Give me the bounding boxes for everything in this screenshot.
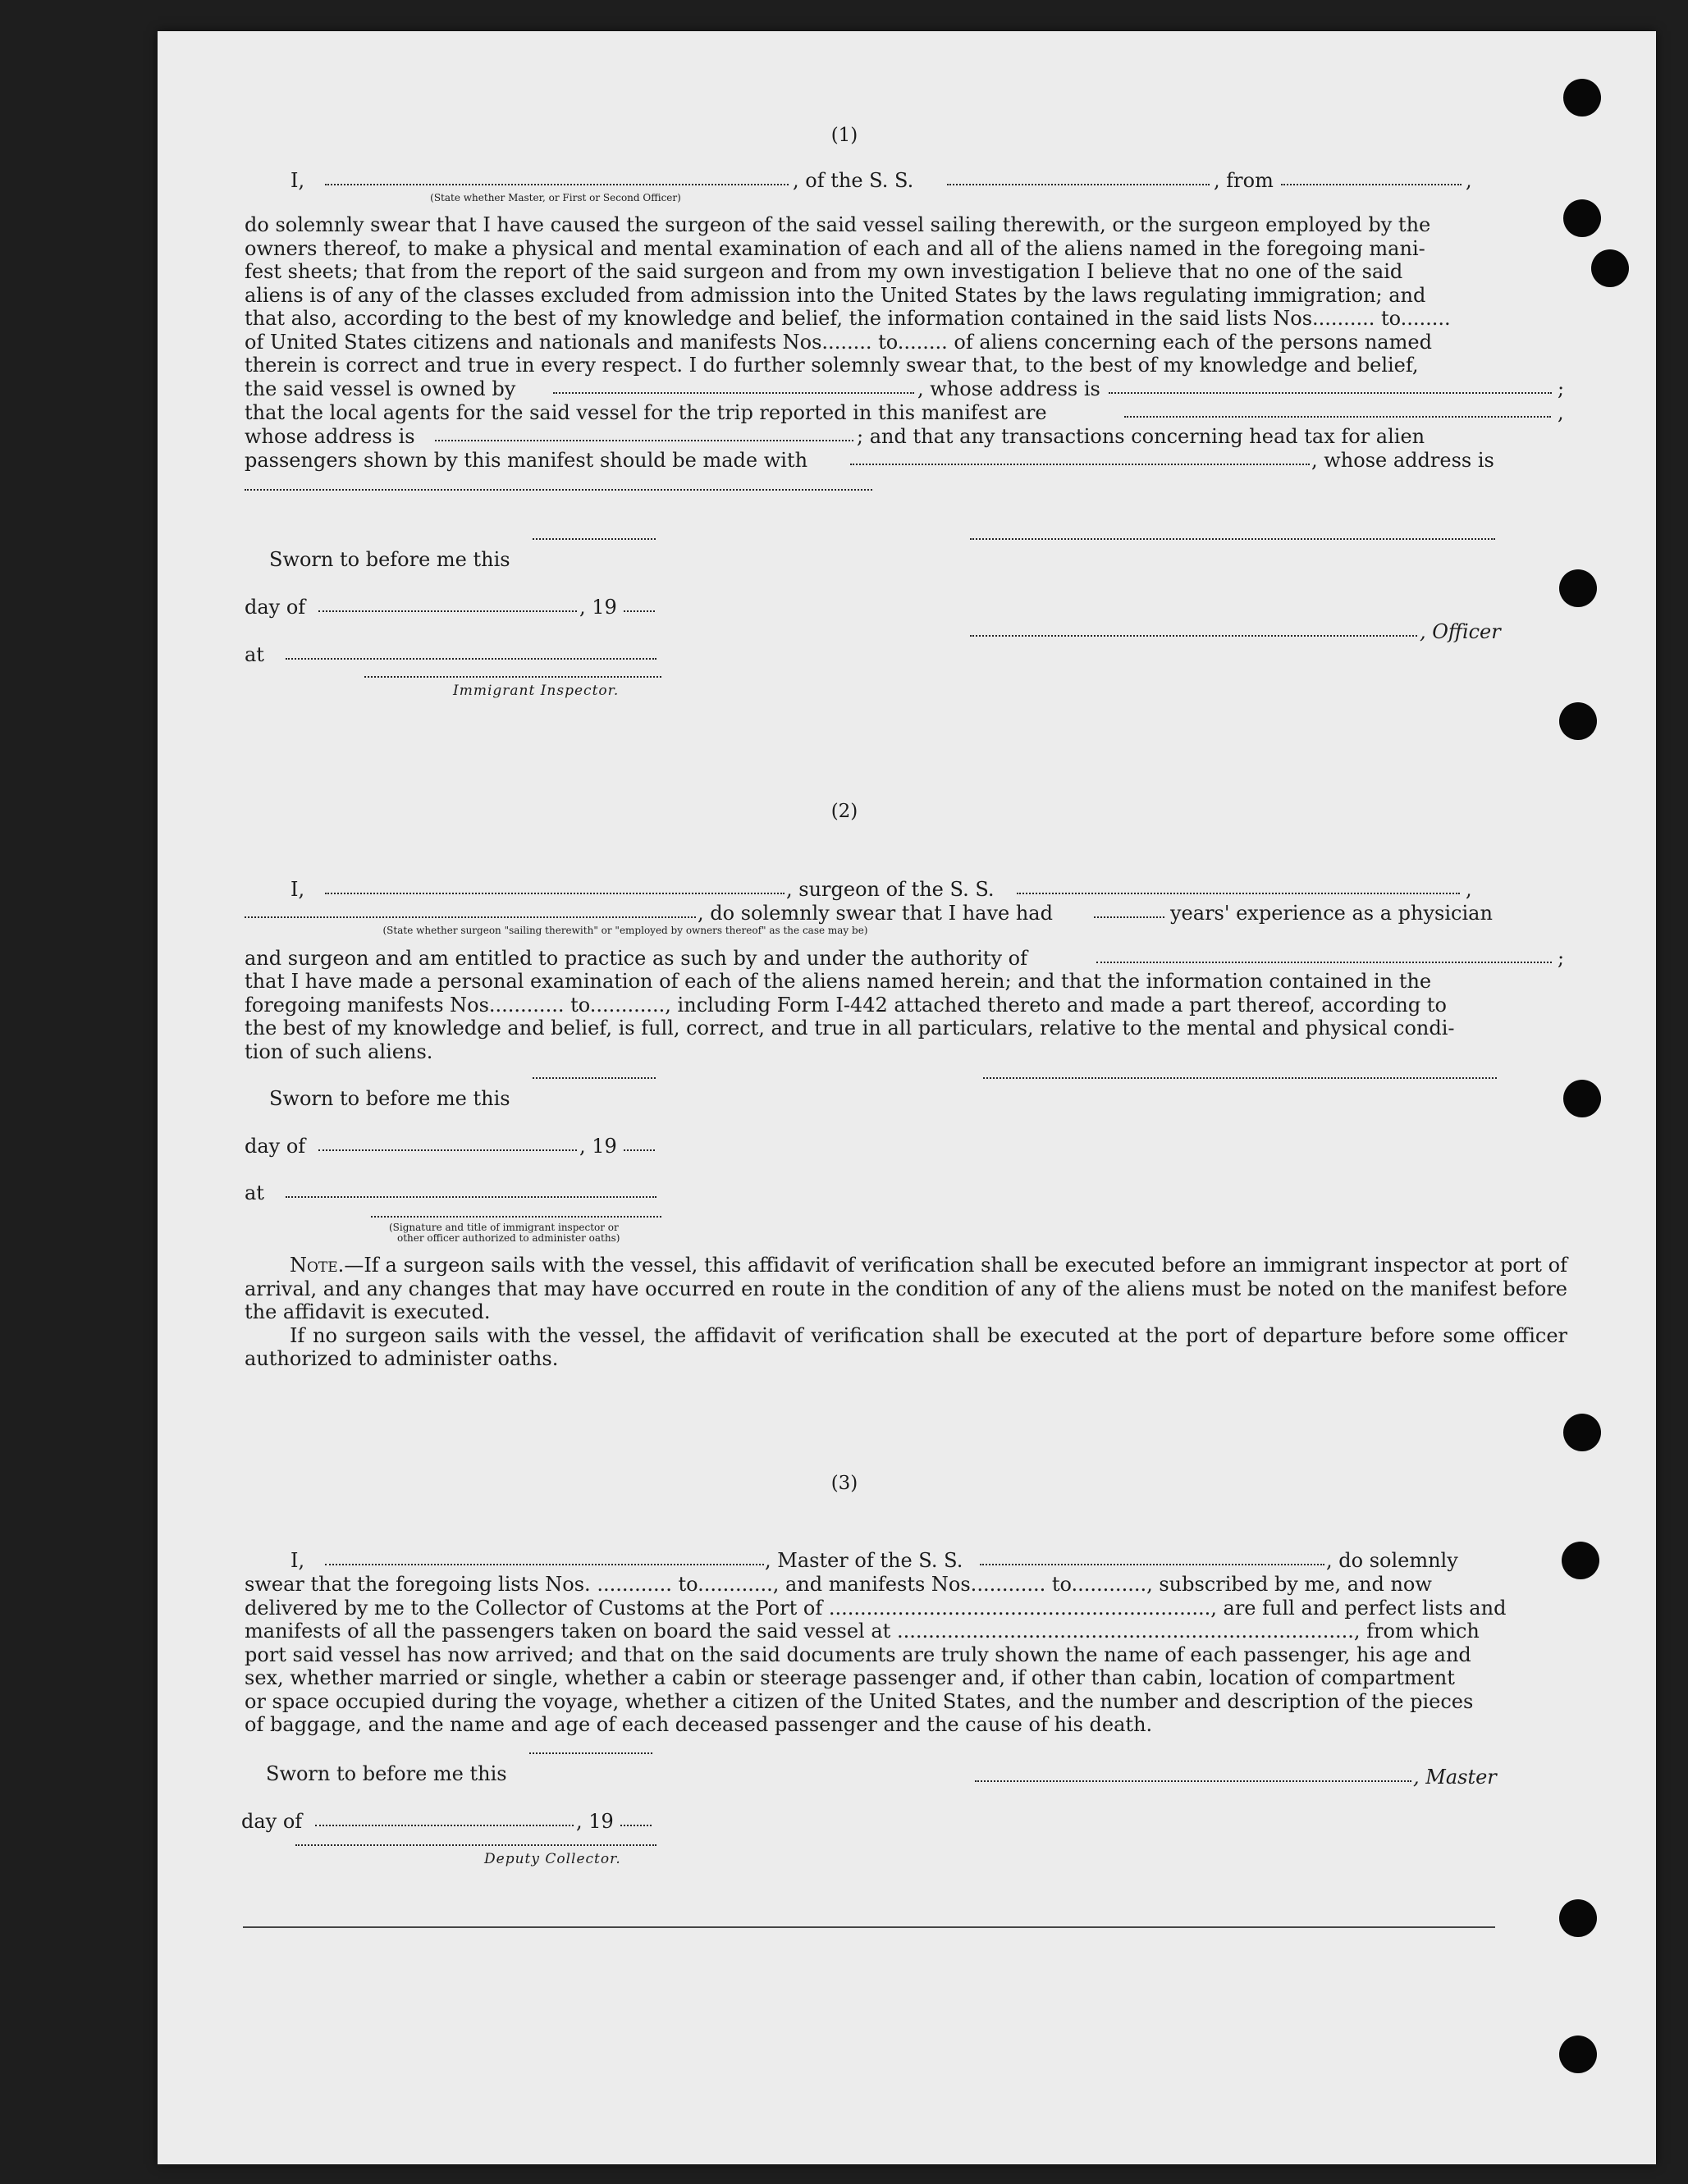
year-prefix: , 19 xyxy=(579,596,617,619)
sworn-line xyxy=(266,1762,507,1785)
whose-address-is-label: whose address is xyxy=(245,425,415,448)
owner-address-blank xyxy=(1109,391,1552,394)
year-blank xyxy=(624,1148,655,1151)
sworn-label: Sworn to before me this xyxy=(269,548,510,571)
local-agents-label: that the local agents for the said vessel for the trip reported in this manifest are xyxy=(245,401,1047,424)
surgeon-name-blank xyxy=(325,891,785,894)
punch-hole xyxy=(1563,1414,1601,1451)
punch-hole xyxy=(1563,199,1601,237)
body-line: do solemnly swear that I have caused the surgeon of the said vessel sailing therewith, or the surgeon employed by the xyxy=(245,213,1431,236)
place-blank xyxy=(286,1195,656,1198)
sworn-label: Sworn to before me this xyxy=(266,1762,507,1785)
sworn-line xyxy=(269,548,510,571)
section-number: (2) xyxy=(830,801,858,822)
years-experience-label: years' experience as a physician xyxy=(1170,902,1493,925)
punch-hole xyxy=(1563,1080,1601,1117)
vessel-name-blank xyxy=(947,182,1210,185)
year-prefix: , 19 xyxy=(579,1135,617,1158)
authority-label: and surgeon and am entitled to practice as such by and under the authority of xyxy=(245,947,1027,970)
officer-signature-blank-1 xyxy=(970,537,1495,540)
section3-body xyxy=(245,1573,1567,1737)
at-label: at xyxy=(245,643,264,666)
owned-by-label: the said vessel is owned by xyxy=(245,377,516,400)
body-line: fest sheets; that from the report of the said surgeon and from my own investigation I believe that no one of the said xyxy=(245,260,1403,283)
punch-hole xyxy=(1563,79,1601,117)
month-blank xyxy=(318,1148,577,1151)
manifest-affidavit-page xyxy=(158,31,1656,2164)
body-line: that also, according to the best of my knowledge and belief, the information contained in the said lists Nos.......... to........ xyxy=(245,307,1451,330)
section-number: (1) xyxy=(830,125,858,146)
master-ss-label: , Master of the S. S. xyxy=(765,1549,963,1572)
master-label: , Master xyxy=(1413,1766,1497,1789)
body-line: therein is correct and true in every respect. I do further solemnly swear that, to the best of my knowledge and belief, xyxy=(245,354,1419,377)
section1-body xyxy=(245,213,1567,377)
note-second-paragraph: If no surgeon sails with the vessel, the affidavit of verification shall be executed at the port of departure before some officer authorized to administer oaths. xyxy=(245,1323,1567,1370)
surgeon-signature-blank xyxy=(983,1076,1497,1079)
body-line: tion of such aliens. xyxy=(245,1039,433,1063)
year-blank xyxy=(620,1823,652,1826)
note-paragraph xyxy=(245,1254,1567,1371)
year-prefix: , 19 xyxy=(576,1810,614,1833)
inspector-signature-blank xyxy=(364,674,661,678)
body-line: aliens is of any of the classes excluded from admission into the United States by the laws regulating immigration; and xyxy=(245,283,1426,307)
semicolon: ; xyxy=(1558,377,1565,400)
body-line: or space occupied during the voyage, whether a citizen of the United States, and the number and description of the pieces xyxy=(245,1689,1474,1713)
punch-hole xyxy=(1559,2036,1597,2073)
declaration-i: I, xyxy=(290,169,305,192)
body-line: manifests of all the passengers taken on board the said vessel at ........................................................................., from which xyxy=(245,1620,1480,1643)
punch-hole xyxy=(1559,569,1597,607)
body-line: foregoing manifests Nos............ to............, including Form I-442 attached thereto and made a part thereof, according to xyxy=(245,993,1447,1017)
note-label: Note. xyxy=(290,1254,345,1277)
punch-hole xyxy=(1591,249,1629,287)
sworn-date-blank xyxy=(533,537,656,540)
signature-caption-2: other officer authorized to administer oaths) xyxy=(397,1232,620,1244)
place-blank xyxy=(286,656,656,660)
month-blank xyxy=(315,1823,574,1826)
master-signature-blank xyxy=(975,1779,1411,1782)
agents-address-blank xyxy=(435,438,853,441)
whose-address-label: , whose address is xyxy=(917,377,1100,400)
master-name-blank xyxy=(325,1562,764,1565)
officer-rank-caption: (State whether Master, or First or Second Officer) xyxy=(430,192,681,203)
body-line: the best of my knowledge and belief, is full, correct, and true in all particulars, relative to the mental and physical condi- xyxy=(245,1017,1455,1039)
semicolon: ; xyxy=(1558,947,1565,970)
ss-label: , of the S. S. xyxy=(793,169,914,192)
day-of-label: day of xyxy=(245,596,306,619)
deputy-caption: Deputy Collector. xyxy=(484,1851,621,1867)
body-line: sex, whether married or single, whether a cabin or steerage passenger and, if other than cabin, location of compartment xyxy=(245,1666,1455,1689)
body-line: owners thereof, to make a physical and mental examination of each and all of the aliens named in the foregoing mani- xyxy=(245,236,1425,260)
from-label: , from xyxy=(1214,169,1274,192)
head-tax-address-blank xyxy=(245,487,872,491)
sworn-date-blank xyxy=(533,1076,656,1079)
authority-blank xyxy=(1096,960,1552,963)
body-line: of United States citizens and nationals and manifests Nos........ to........ of aliens concerning each of the persons named xyxy=(245,330,1432,354)
whose-address-is-end: , whose address is xyxy=(1311,449,1494,472)
surgeon-ss-label: , surgeon of the S. S. xyxy=(786,878,995,901)
body-line: of baggage, and the name and age of each deceased passenger and the cause of his death. xyxy=(245,1713,1153,1736)
head-tax-agent-blank xyxy=(850,462,1310,465)
at-label: at xyxy=(245,1181,264,1204)
surgeon-status-blank xyxy=(245,915,696,918)
deputy-signature-blank xyxy=(295,1843,656,1846)
section2-body xyxy=(245,970,1567,1063)
origin-port-blank xyxy=(1281,182,1462,185)
officer-name-blank xyxy=(325,182,789,185)
swear-had-label: , do solemnly swear that I have had xyxy=(698,902,1053,925)
day-of-label: day of xyxy=(245,1135,306,1158)
year-blank xyxy=(624,609,655,612)
body-line: that I have made a personal examination of each of the aliens named herein; and that the information contained in the xyxy=(245,970,1432,993)
section-number: (3) xyxy=(830,1473,858,1494)
do-solemnly-label: , do solemnly xyxy=(1326,1549,1458,1572)
inspector-caption: Immigrant Inspector. xyxy=(453,683,620,699)
body-line: port said vessel has now arrived; and that on the said documents are truly shown the name of each passenger, his age and xyxy=(245,1643,1471,1666)
passengers-text: passengers shown by this manifest should be made with xyxy=(245,449,808,472)
inspector-signature-blank xyxy=(371,1214,661,1218)
transactions-text: ; and that any transactions concerning head tax for alien xyxy=(857,425,1425,448)
punch-hole xyxy=(1559,702,1597,740)
officer-signature-blank-2 xyxy=(970,633,1417,637)
master-vessel-blank xyxy=(980,1562,1324,1565)
surgeon-status-caption: (State whether surgeon "sailing therewith" or "employed by owners thereof" as the case may be) xyxy=(382,925,868,936)
declaration-i: I, xyxy=(290,878,305,901)
body-line: swear that the foregoing lists Nos. ............ to............, and manifests Nos............ to............, subscribed by me, and now xyxy=(245,1573,1432,1596)
years-blank xyxy=(1094,915,1164,918)
body-line: delivered by me to the Collector of Customs at the Port of ............................................................., are full and perfect lists and xyxy=(245,1596,1507,1620)
comma: , xyxy=(1558,401,1564,424)
declaration-i: I, xyxy=(290,1549,305,1572)
note-text: —If a surgeon sails with the vessel, this affidavit of verification shall be executed before an immigrant inspector at port of arrival, and any changes that may have occurred en route in the condition of any of the aliens must be noted on the manifest before the affidavit is executed. xyxy=(245,1254,1567,1323)
month-blank xyxy=(318,609,577,612)
surgeon-vessel-blank xyxy=(1017,891,1460,894)
signature-caption-1: (Signature and title of immigrant inspector or xyxy=(389,1222,619,1233)
comma: , xyxy=(1466,878,1472,901)
officer-label: , Officer xyxy=(1420,620,1501,643)
owner-blank xyxy=(553,391,914,394)
sworn-date-blank xyxy=(529,1751,652,1754)
punch-hole xyxy=(1559,1899,1597,1937)
sworn-label: Sworn to before me this xyxy=(269,1087,510,1110)
bottom-rule xyxy=(243,1926,1495,1928)
local-agents-blank xyxy=(1124,414,1551,418)
comma: , xyxy=(1466,169,1472,192)
sworn-line xyxy=(269,1087,510,1110)
day-of-label: day of xyxy=(241,1810,303,1833)
